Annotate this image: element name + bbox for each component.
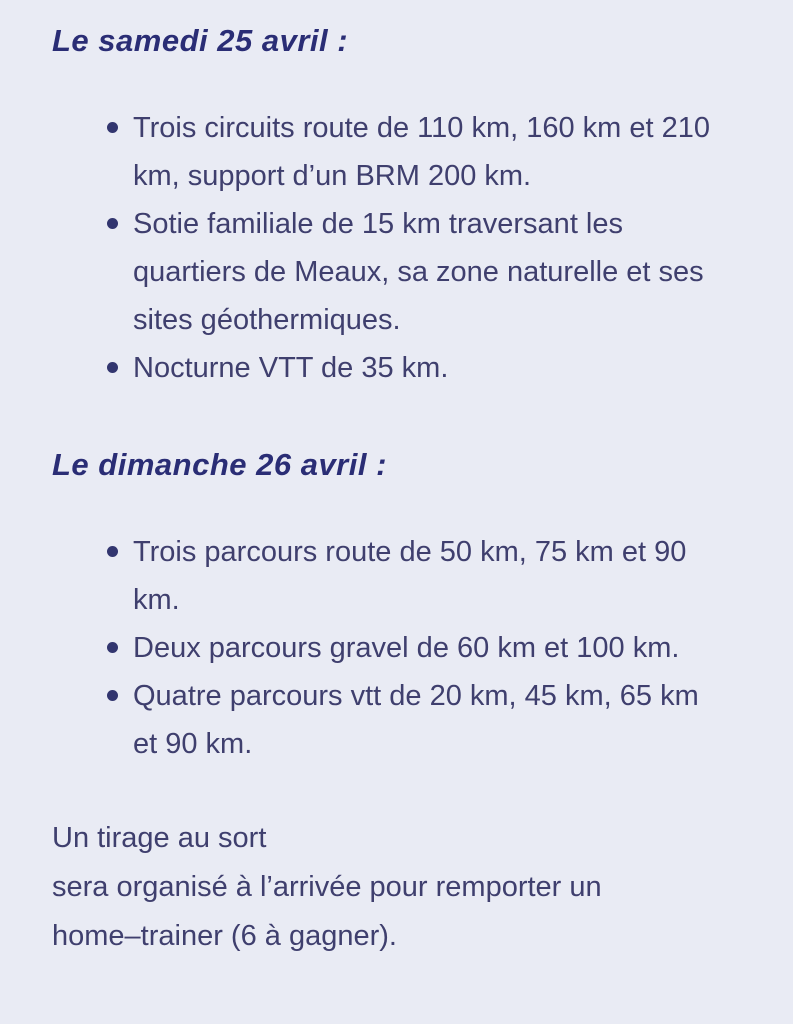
closing-line: Un tirage au sort [52, 822, 267, 854]
sunday-section-heading: Le dimanche 26 avril : [52, 447, 387, 482]
list-item: Quatre parcours vtt de 20 km, 45 km, 65 km et 90 km. [133, 672, 718, 768]
list-item: Deux parcours gravel de 60 km et 100 km. [133, 624, 718, 672]
list-item: Trois circuits route de 110 km, 160 km et 210 km, support d’un BRM 200 km. [133, 104, 718, 200]
sunday-bullet-list [52, 528, 735, 768]
closing-line: sera organisé à l’arrivée pour remporter un [52, 871, 602, 903]
list-item: Trois parcours route de 50 km, 75 km et 90 km. [133, 528, 718, 624]
list-item: Nocturne VTT de 35 km. [133, 344, 718, 392]
saturday-bullet-list [52, 104, 735, 392]
closing-line: home–trainer (6 à gagner). [52, 920, 397, 952]
closing-paragraph [52, 814, 735, 961]
saturday-section-heading: Le samedi 25 avril : [52, 23, 349, 58]
list-item: Sotie familiale de 15 km traversant les quartiers de Meaux, sa zone naturelle et ses sites géothermiques. [133, 200, 718, 344]
